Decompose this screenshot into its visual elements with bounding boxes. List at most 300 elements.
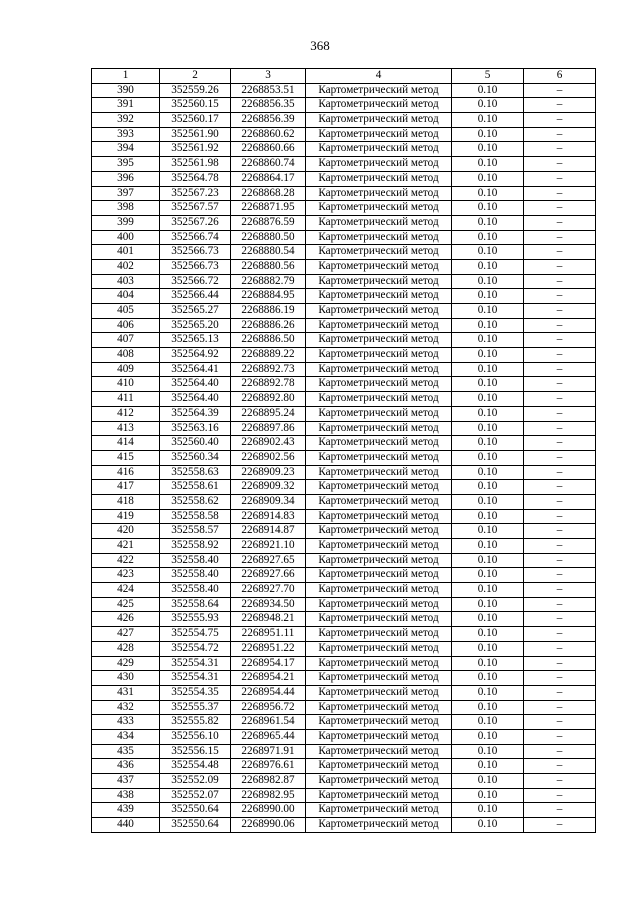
- cell-method: Картометрический метод: [306, 289, 452, 304]
- cell-coord-y: 2268914.87: [231, 524, 306, 539]
- table-row: [92, 230, 596, 245]
- cell-accuracy: 0.10: [452, 304, 524, 319]
- cell-method: Картометрический метод: [306, 186, 452, 201]
- cell-coord-x: 352554.75: [160, 627, 231, 642]
- cell-note: –: [524, 318, 596, 333]
- cell-point-number: 413: [92, 421, 160, 436]
- cell-coord-x: 352561.98: [160, 157, 231, 172]
- table-row: [92, 803, 596, 818]
- cell-accuracy: 0.10: [452, 744, 524, 759]
- cell-note: –: [524, 539, 596, 554]
- cell-method: Картометрический метод: [306, 715, 452, 730]
- cell-coord-y: 2268860.66: [231, 142, 306, 157]
- cell-accuracy: 0.10: [452, 274, 524, 289]
- cell-accuracy: 0.10: [452, 597, 524, 612]
- cell-point-number: 410: [92, 377, 160, 392]
- cell-method: Картометрический метод: [306, 392, 452, 407]
- table-row: [92, 627, 596, 642]
- cell-note: –: [524, 230, 596, 245]
- cell-method: Картометрический метод: [306, 729, 452, 744]
- cell-accuracy: 0.10: [452, 788, 524, 803]
- cell-accuracy: 0.10: [452, 142, 524, 157]
- table-row: [92, 157, 596, 172]
- cell-accuracy: 0.10: [452, 524, 524, 539]
- cell-accuracy: 0.10: [452, 362, 524, 377]
- cell-method: Картометрический метод: [306, 568, 452, 583]
- cell-coord-y: 2268880.56: [231, 259, 306, 274]
- cell-note: –: [524, 656, 596, 671]
- cell-point-number: 425: [92, 597, 160, 612]
- cell-coord-y: 2268927.65: [231, 553, 306, 568]
- cell-accuracy: 0.10: [452, 641, 524, 656]
- cell-coord-x: 352567.57: [160, 201, 231, 216]
- cell-coord-y: 2268886.19: [231, 304, 306, 319]
- table-row: [92, 509, 596, 524]
- cell-coord-y: 2268951.11: [231, 627, 306, 642]
- cell-point-number: 406: [92, 318, 160, 333]
- cell-coord-y: 2268880.54: [231, 245, 306, 260]
- cell-point-number: 396: [92, 171, 160, 186]
- table-row: [92, 744, 596, 759]
- cell-point-number: 414: [92, 436, 160, 451]
- cell-method: Картометрический метод: [306, 348, 452, 363]
- cell-coord-x: 352565.20: [160, 318, 231, 333]
- cell-method: Картометрический метод: [306, 465, 452, 480]
- table-row: [92, 612, 596, 627]
- cell-note: –: [524, 774, 596, 789]
- cell-coord-x: 352560.40: [160, 436, 231, 451]
- cell-coord-x: 352558.57: [160, 524, 231, 539]
- cell-coord-y: 2268892.73: [231, 362, 306, 377]
- cell-coord-y: 2268951.22: [231, 641, 306, 656]
- cell-note: –: [524, 685, 596, 700]
- cell-coord-y: 2268990.06: [231, 818, 306, 833]
- cell-coord-x: 352555.82: [160, 715, 231, 730]
- cell-point-number: 417: [92, 480, 160, 495]
- cell-coord-x: 352558.58: [160, 509, 231, 524]
- cell-coord-y: 2268880.50: [231, 230, 306, 245]
- cell-note: –: [524, 509, 596, 524]
- cell-point-number: 429: [92, 656, 160, 671]
- cell-coord-x: 352558.40: [160, 583, 231, 598]
- cell-coord-x: 352564.39: [160, 406, 231, 421]
- cell-accuracy: 0.10: [452, 685, 524, 700]
- cell-coord-y: 2268895.24: [231, 406, 306, 421]
- table-row: [92, 539, 596, 554]
- cell-coord-y: 2268856.39: [231, 113, 306, 128]
- table-row: [92, 700, 596, 715]
- cell-accuracy: 0.10: [452, 509, 524, 524]
- cell-method: Картометрический метод: [306, 215, 452, 230]
- cell-method: Картометрический метод: [306, 494, 452, 509]
- cell-method: Картометрический метод: [306, 83, 452, 98]
- cell-note: –: [524, 171, 596, 186]
- cell-method: Картометрический метод: [306, 700, 452, 715]
- cell-coord-y: 2268892.78: [231, 377, 306, 392]
- cell-note: –: [524, 803, 596, 818]
- cell-coord-x: 352554.31: [160, 656, 231, 671]
- cell-point-number: 427: [92, 627, 160, 642]
- cell-coord-y: 2268982.95: [231, 788, 306, 803]
- cell-point-number: 428: [92, 641, 160, 656]
- cell-point-number: 439: [92, 803, 160, 818]
- table-row: [92, 113, 596, 128]
- cell-coord-y: 2268897.86: [231, 421, 306, 436]
- cell-accuracy: 0.10: [452, 230, 524, 245]
- cell-coord-y: 2268902.56: [231, 450, 306, 465]
- cell-note: –: [524, 304, 596, 319]
- cell-coord-y: 2268871.95: [231, 201, 306, 216]
- cell-accuracy: 0.10: [452, 259, 524, 274]
- cell-note: –: [524, 421, 596, 436]
- cell-point-number: 411: [92, 392, 160, 407]
- cell-point-number: 419: [92, 509, 160, 524]
- table-row: [92, 377, 596, 392]
- cell-accuracy: 0.10: [452, 465, 524, 480]
- cell-coord-y: 2268956.72: [231, 700, 306, 715]
- table-row: [92, 142, 596, 157]
- table-row: [92, 450, 596, 465]
- cell-point-number: 431: [92, 685, 160, 700]
- cell-accuracy: 0.10: [452, 171, 524, 186]
- cell-coord-x: 352566.73: [160, 245, 231, 260]
- cell-coord-x: 352556.15: [160, 744, 231, 759]
- cell-note: –: [524, 186, 596, 201]
- cell-method: Картометрический метод: [306, 685, 452, 700]
- cell-coord-y: 2268886.50: [231, 333, 306, 348]
- cell-point-number: 400: [92, 230, 160, 245]
- cell-coord-y: 2268948.21: [231, 612, 306, 627]
- cell-coord-x: 352567.26: [160, 215, 231, 230]
- cell-coord-y: 2268856.35: [231, 98, 306, 113]
- cell-method: Картометрический метод: [306, 744, 452, 759]
- cell-method: Картометрический метод: [306, 259, 452, 274]
- cell-accuracy: 0.10: [452, 671, 524, 686]
- table-row: [92, 597, 596, 612]
- cell-point-number: 434: [92, 729, 160, 744]
- cell-method: Картометрический метод: [306, 656, 452, 671]
- table-row: [92, 641, 596, 656]
- cell-note: –: [524, 788, 596, 803]
- cell-coord-x: 352550.64: [160, 803, 231, 818]
- cell-accuracy: 0.10: [452, 818, 524, 833]
- cell-method: Картометрический метод: [306, 612, 452, 627]
- cell-note: –: [524, 568, 596, 583]
- table-row: [92, 465, 596, 480]
- cell-accuracy: 0.10: [452, 612, 524, 627]
- cell-coord-y: 2268934.50: [231, 597, 306, 612]
- cell-accuracy: 0.10: [452, 318, 524, 333]
- cell-accuracy: 0.10: [452, 627, 524, 642]
- cell-note: –: [524, 436, 596, 451]
- cell-coord-x: 352550.64: [160, 818, 231, 833]
- cell-note: –: [524, 553, 596, 568]
- cell-note: –: [524, 245, 596, 260]
- table-row: [92, 685, 596, 700]
- cell-method: Картометрический метод: [306, 171, 452, 186]
- table-row: [92, 274, 596, 289]
- cell-coord-x: 352564.78: [160, 171, 231, 186]
- cell-accuracy: 0.10: [452, 583, 524, 598]
- cell-point-number: 398: [92, 201, 160, 216]
- table-row: [92, 729, 596, 744]
- table-row: [92, 436, 596, 451]
- cell-method: Картометрический метод: [306, 362, 452, 377]
- cell-point-number: 426: [92, 612, 160, 627]
- cell-coord-y: 2268990.00: [231, 803, 306, 818]
- cell-method: Картометрический метод: [306, 421, 452, 436]
- cell-method: Картометрический метод: [306, 818, 452, 833]
- cell-coord-x: 352565.27: [160, 304, 231, 319]
- cell-point-number: 435: [92, 744, 160, 759]
- cell-method: Картометрический метод: [306, 274, 452, 289]
- header-col-1: 1: [92, 69, 160, 84]
- cell-point-number: 405: [92, 304, 160, 319]
- cell-method: Картометрический метод: [306, 318, 452, 333]
- table-row: [92, 98, 596, 113]
- cell-coord-x: 352555.93: [160, 612, 231, 627]
- cell-point-number: 394: [92, 142, 160, 157]
- table-row: [92, 127, 596, 142]
- cell-coord-x: 352564.40: [160, 377, 231, 392]
- cell-coord-x: 352566.73: [160, 259, 231, 274]
- cell-coord-y: 2268860.62: [231, 127, 306, 142]
- cell-method: Картометрический метод: [306, 774, 452, 789]
- cell-accuracy: 0.10: [452, 803, 524, 818]
- cell-accuracy: 0.10: [452, 480, 524, 495]
- cell-note: –: [524, 818, 596, 833]
- cell-coord-y: 2268982.87: [231, 774, 306, 789]
- cell-coord-x: 352552.09: [160, 774, 231, 789]
- cell-method: Картометрический метод: [306, 98, 452, 113]
- table-row: [92, 83, 596, 98]
- page-number: 368: [310, 38, 330, 53]
- cell-note: –: [524, 127, 596, 142]
- table-row: [92, 215, 596, 230]
- cell-coord-y: 2268868.28: [231, 186, 306, 201]
- cell-coord-y: 2268976.61: [231, 759, 306, 774]
- cell-point-number: 438: [92, 788, 160, 803]
- cell-note: –: [524, 98, 596, 113]
- cell-coord-x: 352555.37: [160, 700, 231, 715]
- table-row: [92, 201, 596, 216]
- cell-accuracy: 0.10: [452, 553, 524, 568]
- cell-note: –: [524, 215, 596, 230]
- cell-point-number: 390: [92, 83, 160, 98]
- cell-coord-x: 352564.92: [160, 348, 231, 363]
- cell-method: Картометрический метод: [306, 509, 452, 524]
- cell-coord-x: 352558.40: [160, 553, 231, 568]
- table-row: [92, 171, 596, 186]
- cell-method: Картометрический метод: [306, 788, 452, 803]
- cell-note: –: [524, 142, 596, 157]
- cell-accuracy: 0.10: [452, 98, 524, 113]
- cell-method: Картометрический метод: [306, 436, 452, 451]
- cell-point-number: 403: [92, 274, 160, 289]
- coordinates-table: [91, 68, 596, 833]
- cell-note: –: [524, 406, 596, 421]
- cell-method: Картометрический метод: [306, 230, 452, 245]
- cell-coord-y: 2268965.44: [231, 729, 306, 744]
- cell-method: Картометрический метод: [306, 113, 452, 128]
- cell-accuracy: 0.10: [452, 392, 524, 407]
- cell-coord-x: 352554.31: [160, 671, 231, 686]
- cell-coord-y: 2268921.10: [231, 539, 306, 554]
- cell-point-number: 393: [92, 127, 160, 142]
- cell-coord-x: 352554.35: [160, 685, 231, 700]
- cell-accuracy: 0.10: [452, 377, 524, 392]
- cell-point-number: 423: [92, 568, 160, 583]
- cell-coord-y: 2268864.17: [231, 171, 306, 186]
- cell-coord-y: 2268876.59: [231, 215, 306, 230]
- cell-coord-x: 352558.92: [160, 539, 231, 554]
- cell-accuracy: 0.10: [452, 83, 524, 98]
- cell-coord-y: 2268902.43: [231, 436, 306, 451]
- cell-accuracy: 0.10: [452, 700, 524, 715]
- cell-accuracy: 0.10: [452, 245, 524, 260]
- cell-method: Картометрический метод: [306, 406, 452, 421]
- cell-accuracy: 0.10: [452, 201, 524, 216]
- cell-note: –: [524, 450, 596, 465]
- cell-note: –: [524, 744, 596, 759]
- cell-note: –: [524, 377, 596, 392]
- cell-note: –: [524, 700, 596, 715]
- cell-coord-y: 2268886.26: [231, 318, 306, 333]
- table-row: [92, 289, 596, 304]
- table-row: [92, 333, 596, 348]
- cell-accuracy: 0.10: [452, 113, 524, 128]
- cell-note: –: [524, 362, 596, 377]
- cell-coord-y: 2268853.51: [231, 83, 306, 98]
- header-row: [92, 69, 596, 84]
- table-row: [92, 788, 596, 803]
- cell-note: –: [524, 392, 596, 407]
- cell-note: –: [524, 641, 596, 656]
- header-col-6: 6: [524, 69, 596, 84]
- cell-method: Картометрический метод: [306, 201, 452, 216]
- cell-coord-y: 2268914.83: [231, 509, 306, 524]
- cell-coord-y: 2268927.66: [231, 568, 306, 583]
- table-row: [92, 494, 596, 509]
- cell-coord-x: 352563.16: [160, 421, 231, 436]
- cell-note: –: [524, 289, 596, 304]
- table-row: [92, 348, 596, 363]
- cell-point-number: 422: [92, 553, 160, 568]
- cell-method: Картометрический метод: [306, 450, 452, 465]
- cell-point-number: 415: [92, 450, 160, 465]
- cell-point-number: 432: [92, 700, 160, 715]
- cell-coord-x: 352554.72: [160, 641, 231, 656]
- cell-accuracy: 0.10: [452, 436, 524, 451]
- cell-coord-x: 352559.26: [160, 83, 231, 98]
- table-row: [92, 421, 596, 436]
- cell-coord-x: 352564.41: [160, 362, 231, 377]
- cell-note: –: [524, 465, 596, 480]
- cell-coord-x: 352566.72: [160, 274, 231, 289]
- cell-coord-x: 352565.13: [160, 333, 231, 348]
- cell-coord-x: 352558.64: [160, 597, 231, 612]
- cell-coord-y: 2268954.21: [231, 671, 306, 686]
- cell-method: Картометрический метод: [306, 377, 452, 392]
- cell-coord-y: 2268954.17: [231, 656, 306, 671]
- cell-method: Картометрический метод: [306, 127, 452, 142]
- table-row: [92, 583, 596, 598]
- cell-coord-y: 2268889.22: [231, 348, 306, 363]
- table-row: [92, 524, 596, 539]
- cell-point-number: 416: [92, 465, 160, 480]
- cell-accuracy: 0.10: [452, 568, 524, 583]
- table-header: [92, 69, 596, 84]
- cell-coord-y: 2268909.23: [231, 465, 306, 480]
- cell-note: –: [524, 612, 596, 627]
- table-row: [92, 259, 596, 274]
- cell-coord-y: 2268884.95: [231, 289, 306, 304]
- cell-accuracy: 0.10: [452, 215, 524, 230]
- cell-point-number: 397: [92, 186, 160, 201]
- table-row: [92, 406, 596, 421]
- cell-method: Картометрический метод: [306, 304, 452, 319]
- cell-point-number: 404: [92, 289, 160, 304]
- cell-coord-x: 352560.17: [160, 113, 231, 128]
- cell-note: –: [524, 83, 596, 98]
- table-row: [92, 774, 596, 789]
- cell-coord-y: 2268892.80: [231, 392, 306, 407]
- cell-method: Картометрический метод: [306, 671, 452, 686]
- cell-note: –: [524, 113, 596, 128]
- cell-point-number: 391: [92, 98, 160, 113]
- table-row: [92, 186, 596, 201]
- cell-point-number: 395: [92, 157, 160, 172]
- cell-point-number: 421: [92, 539, 160, 554]
- cell-accuracy: 0.10: [452, 759, 524, 774]
- cell-point-number: 392: [92, 113, 160, 128]
- cell-accuracy: 0.10: [452, 656, 524, 671]
- cell-point-number: 433: [92, 715, 160, 730]
- cell-accuracy: 0.10: [452, 186, 524, 201]
- header-col-3: 3: [231, 69, 306, 84]
- cell-note: –: [524, 259, 596, 274]
- cell-coord-x: 352561.90: [160, 127, 231, 142]
- table-row: [92, 318, 596, 333]
- table-body: [92, 83, 596, 832]
- cell-note: –: [524, 524, 596, 539]
- cell-note: –: [524, 715, 596, 730]
- cell-method: Картометрический метод: [306, 539, 452, 554]
- cell-note: –: [524, 671, 596, 686]
- cell-accuracy: 0.10: [452, 157, 524, 172]
- cell-coord-x: 352561.92: [160, 142, 231, 157]
- cell-point-number: 399: [92, 215, 160, 230]
- cell-point-number: 430: [92, 671, 160, 686]
- table-row: [92, 480, 596, 495]
- table-row: [92, 553, 596, 568]
- cell-point-number: 409: [92, 362, 160, 377]
- cell-point-number: 412: [92, 406, 160, 421]
- table-row: [92, 671, 596, 686]
- table-row: [92, 568, 596, 583]
- cell-point-number: 424: [92, 583, 160, 598]
- cell-method: Картометрический метод: [306, 524, 452, 539]
- cell-accuracy: 0.10: [452, 450, 524, 465]
- cell-note: –: [524, 201, 596, 216]
- cell-coord-x: 352564.40: [160, 392, 231, 407]
- cell-method: Картометрический метод: [306, 142, 452, 157]
- cell-method: Картометрический метод: [306, 245, 452, 260]
- cell-coord-y: 2268909.32: [231, 480, 306, 495]
- cell-coord-y: 2268961.54: [231, 715, 306, 730]
- cell-method: Картометрический метод: [306, 553, 452, 568]
- cell-method: Картометрический метод: [306, 759, 452, 774]
